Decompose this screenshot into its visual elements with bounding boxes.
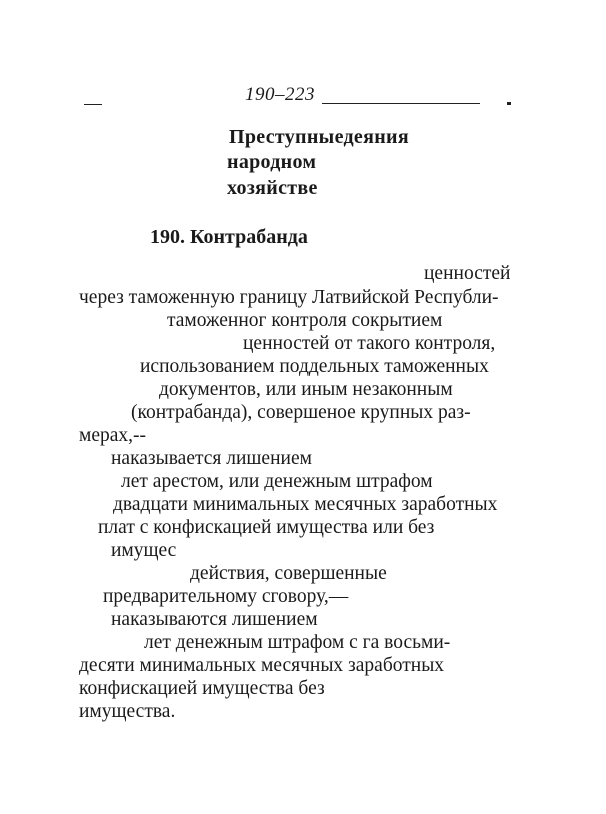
chapter-title-line-2: народном [227,151,317,173]
chapter-title-line-3: хозяйстве [227,177,318,199]
article-line: конфискацией имущества без [79,678,325,699]
article-line: наказываются лишением [111,609,318,630]
article-line: плат с конфискацией имущества или без [98,517,435,538]
article-line: имущес [111,540,177,561]
article-line: наказывается лишением [111,448,312,469]
article-line: имущества. [79,701,176,722]
header-rule-right [322,103,480,104]
article-line: десяти минимальных месячных заработных [79,655,445,676]
article-line: через таможенную границу Латвийской Республи- [79,287,499,308]
article-line: лет денежным штрафом с га восьми- [144,632,451,653]
article-line: документов, или иным незаконным [159,379,453,400]
article-line: (контрабанда), совершеное крупных раз- [131,402,471,423]
article-line: ценностей от такого контроля, [243,333,496,354]
article-line: лет арестом, или денежным штрафом [121,471,433,492]
article-line: мерах,-- [79,425,147,446]
article-line: двадцати минимальных месячных заработных [113,494,498,515]
article-line: предварительному сговору,— [103,586,349,607]
header-mark [507,102,511,105]
page-header: 190–223 [245,84,315,105]
article-line: таможенног контроля сокрытием [167,310,443,331]
article-line: использованием поддельных таможенных [140,356,489,377]
article-line: ценностей [424,263,511,284]
article-title: 190. Контрабанда [150,226,308,248]
chapter-title-line-1: Преступныедеяния [229,126,409,148]
article-line: действия, совершенные [190,563,387,584]
header-rule-left [84,104,102,105]
